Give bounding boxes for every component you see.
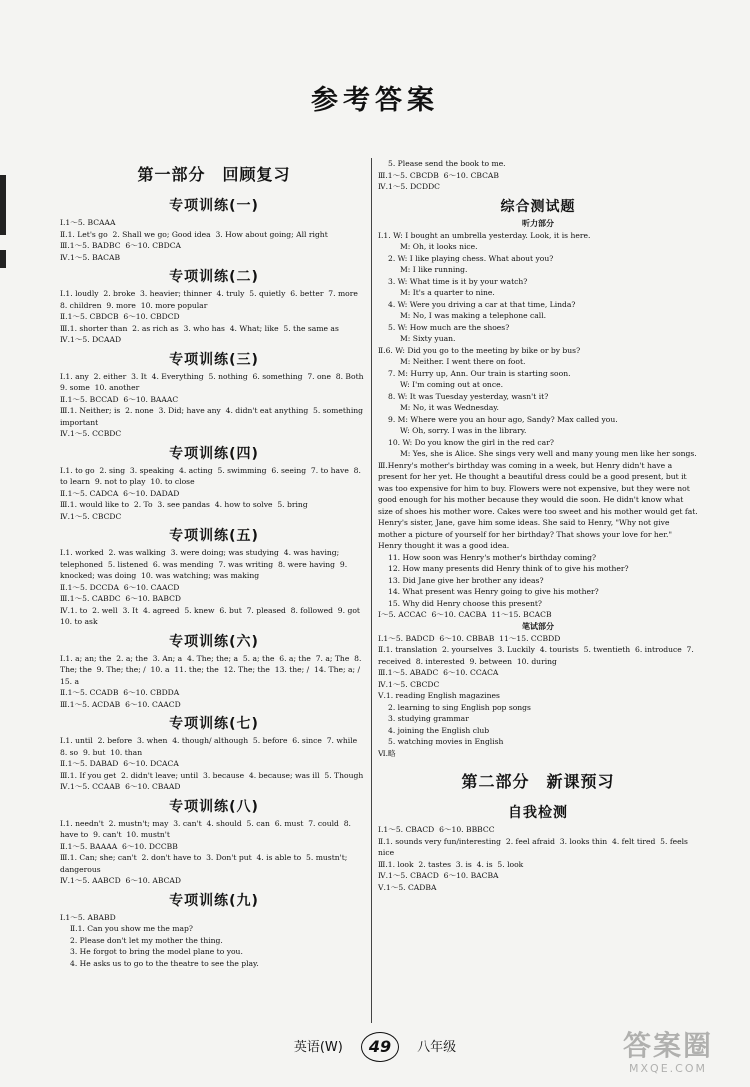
answer-line: Ⅳ.1～5. DCDDC xyxy=(378,182,440,191)
section-heading: 专项训练(五) xyxy=(169,528,259,544)
column-divider xyxy=(371,158,372,1023)
answer-line: 2. W: I like playing chess. What about you? xyxy=(388,253,554,263)
answer-line: Ⅱ.1～5. DCCDA 6～10. CAACD xyxy=(60,582,180,592)
section-heading: 专项训练(一) xyxy=(169,198,259,214)
left-column xyxy=(60,158,368,969)
answer-line: Ⅱ.1～5. DABAD 6～10. DCACA xyxy=(60,759,179,768)
answer-line: 11. How soon was Henry's mother's birthday coming? xyxy=(388,552,597,562)
self-check-lines xyxy=(378,824,698,893)
section-heading: 专项训练(六) xyxy=(169,633,259,650)
answer-line: M: Sixty yuan. xyxy=(400,334,456,343)
left-blocks xyxy=(60,195,368,969)
answer-line: W: I'm coming out at once. xyxy=(400,380,503,389)
page-edge-mark xyxy=(0,175,6,235)
answer-line: Ⅰ.1. until 2. before 3. when 4. though/ although 5. before 6. since 7. while 8. so 9. but 10. than xyxy=(60,736,362,757)
answer-line: M: No, I was making a telephone call. xyxy=(400,311,547,320)
answer-line: M: Oh, it looks nice. xyxy=(400,242,478,251)
answer-line: Ⅲ.1～5. ABADC 6～10. CCACA xyxy=(378,668,499,677)
answer-line: 3. He forgot to bring the model plane to you. xyxy=(70,947,243,956)
watermark-logo-text: 答案圈 xyxy=(622,1029,713,1062)
page-edge-mark xyxy=(0,250,6,268)
answer-line: Ⅳ.1～5. CCBDC xyxy=(60,429,122,438)
answer-line: Ⅰ.1. W: I bought an umbrella yesterday. Look, it is here. xyxy=(378,230,591,240)
listening-heading: 听力部分 xyxy=(522,218,554,228)
answer-line: Ⅱ.1. translation 2. yourselves 3. Luckily 4. tourists 5. twentieth 6. introduce 7. received 8. interested 9. between 10. during xyxy=(378,645,697,666)
answer-line: Ⅳ.1～5. CBACD 6～10. BACBA xyxy=(378,871,499,880)
footer-subject: 英语(W) xyxy=(293,1039,343,1055)
answer-line: Ⅰ.1. worked 2. was walking 3. were doing; was studying 4. was having; telephoned 5. listened 6. was mending 7. was writing 8. were having 9. knocked; was doing 10. was watching; was making xyxy=(60,548,350,580)
written-heading: 笔试部分 xyxy=(522,621,554,631)
answer-line: Ⅱ.1～5. BAAAA 6～10. DCCBB xyxy=(60,841,178,851)
answer-line: Ⅰ～5. ACCAC 6～10. CACBA 11～15. BCACB xyxy=(378,610,552,619)
answer-line: 8. W: It was Tuesday yesterday, wasn't it? xyxy=(388,391,549,401)
section-heading: 专项训练(八) xyxy=(169,798,259,815)
answer-line: Ⅰ.1. needn't 2. mustn't; may 3. can't 4. should 5. can 6. must 7. could 8. have to 9. can't 10. mustn't xyxy=(60,818,354,839)
answer-line: Ⅳ.1～5. BACAB xyxy=(60,252,121,262)
answer-line: Ⅳ.1～5. DCAAD xyxy=(60,335,122,344)
answer-line: Ⅰ.1. any 2. either 3. It 4. Everything 5. nothing 6. something 7. one 8. Both 9. some 10. another xyxy=(60,371,369,392)
answer-line: Ⅲ.1～5. CBCDB 6～10. CBCAB xyxy=(378,170,499,180)
answer-line: M: It's a quarter to nine. xyxy=(400,288,495,297)
written-lines xyxy=(378,633,698,760)
page-title: 参考答案 xyxy=(311,85,439,116)
answer-line: Ⅱ.1. Let's go 2. Shall we go; Good idea 3. How about going; All right xyxy=(60,229,328,239)
answer-line: 5. W: How much are the shoes? xyxy=(388,322,510,332)
answer-line: Ⅲ.Henry's mother's birthday was coming in a week, but Henry didn't have a present for her yet. He thought a beautiful dress could be a good present, but it was too expensive for him to buy. Flowers were not expensive, but they were not good enough for his mother because they would die soon. He didn't know what size of shoes his mother wore. Cakes were too sweet and his mother would get fat. Henry's sister, Jane, gave him some ideas. She said to Henry, "Why not give mother a picture of yourself for her birthday? That shows your love for her." Henry thought it was a good idea. xyxy=(378,460,701,550)
answer-line: M: Neither. I went there on foot. xyxy=(400,357,526,366)
answer-line: Ⅴ.1. reading English magazines xyxy=(378,691,500,700)
answer-line: 9. M: Where were you an hour ago, Sandy? Max called you. xyxy=(388,414,618,424)
answer-line: 2. learning to sing English pop songs xyxy=(388,702,531,712)
right-column xyxy=(378,158,701,893)
answer-line: Ⅱ.1. sounds very fun/interesting 2. feel afraid 3. looks thin 4. felt tired 5. feels nice xyxy=(378,836,691,857)
answer-line: Ⅲ.1. shorter than 2. as rich as 3. who has 4. What; like 5. the same as xyxy=(60,323,339,333)
section-heading: 专项训练(九) xyxy=(169,892,259,909)
page-number: 49 xyxy=(361,1032,399,1062)
answer-line: Ⅴ.1～5. CADBA xyxy=(378,882,437,892)
answer-line: 2. Please don't let my mother the thing. xyxy=(70,935,223,945)
answer-line: 14. What present was Henry going to give his mother? xyxy=(388,587,599,596)
answer-line: Ⅰ.1. a; an; the 2. a; the 3. An; a 4. The; the; a 5. a; the 6. a; the 7. a; The 8. The; the 9. The; the; / 10. a 11. the; the 12. The; the 13. the; / 14. The; a; / 15. a xyxy=(60,653,365,686)
answer-line: Ⅳ.1～5. CBCDC xyxy=(60,511,122,521)
answer-line: Ⅱ.1～5. CBDCB 6～10. CBDCD xyxy=(60,312,180,321)
answer-line: M: No, it was Wednesday. xyxy=(400,403,499,412)
answer-line: Ⅲ.1. If you get 2. didn't leave; until 3. because 4. because; was ill 5. Though xyxy=(60,770,364,780)
answer-line: Ⅲ.1. Can; she; can't 2. don't have to 3. Don't put 4. is able to 5. mustn't; dangerous xyxy=(60,853,350,874)
test-heading: 综合测试题 xyxy=(500,198,576,215)
answer-line: 15. Why did Henry choose this present? xyxy=(388,598,542,608)
part-one-title: 第一部分 回顾复习 xyxy=(137,165,291,184)
section-heading: 专项训练(三) xyxy=(169,351,259,368)
answer-line: Ⅱ.1. Can you show me the map? xyxy=(70,924,193,933)
answer-line: 4. He asks us to go to the theatre to see the play. xyxy=(70,958,259,968)
section-heading: 专项训练(四) xyxy=(169,445,259,462)
answer-line: Ⅱ.1～5. CADCA 6～10. DADAD xyxy=(60,488,180,498)
self-check-heading: 自我检测 xyxy=(508,805,568,821)
answer-line: Ⅳ.1～5. CBCDC xyxy=(378,679,440,689)
site-watermark xyxy=(598,1030,738,1082)
answer-line: Ⅱ.1～5. CCADB 6～10. CBDDA xyxy=(60,688,180,697)
answer-line: Ⅳ.1. to 2. well 3. It 4. agreed 5. knew 6. but 7. pleased 8. followed 9. got 10. to ask xyxy=(60,605,365,626)
answer-line: 5. watching movies in English xyxy=(388,737,504,746)
answer-line: Ⅲ.1～5. ACDAB 6～10. CAACD xyxy=(60,699,181,709)
answer-line: Ⅳ.1～5. AABCD 6～10. ABCAD xyxy=(60,876,182,885)
answer-line: Ⅰ.1～5. ABABD xyxy=(60,912,116,922)
answer-line: M: I like running. xyxy=(400,265,468,274)
answer-line: Ⅳ.1～5. CCAAB 6～10. CBAAD xyxy=(60,782,181,791)
listening-lines xyxy=(378,230,701,621)
answer-line: Ⅲ.1～5. BADBC 6～10. CBDCA xyxy=(60,241,182,250)
answer-line: Ⅱ.6. W: Did you go to the meeting by bike or by bus? xyxy=(378,345,581,355)
answer-line: 5. Please send the book to me. xyxy=(388,159,506,168)
answer-line: Ⅲ.1. Neither; is 2. none 3. Did; have any 4. didn't eat anything 5. something important xyxy=(60,406,366,427)
answer-line: Ⅰ.1～5. BADCD 6～10. CBBAB 11～15. CCBDD xyxy=(378,633,561,643)
footer-grade: 八年级 xyxy=(417,1039,457,1055)
section-heading: 专项训练(二) xyxy=(169,269,259,285)
watermark-url: MXQE.COM xyxy=(629,1062,707,1075)
answer-line: M: Yes, she is Alice. She sings very well and many young men like her songs. xyxy=(400,449,697,458)
answer-line: Ⅰ.1. loudly 2. broke 3. heavier; thinner 4. truly 5. quietly 6. better 7. more 8. children 9. more 10. more popular xyxy=(60,289,363,310)
answer-line: Ⅲ.1. would like to 2. To 3. see pandas 4. how to solve 5. bring xyxy=(60,500,308,509)
right-top-lines xyxy=(378,158,698,193)
answer-line: Ⅲ.1. look 2. tastes 3. is 4. is 5. look xyxy=(378,859,524,869)
answer-line: Ⅰ.1. to go 2. sing 3. speaking 4. acting 5. swimming 6. seeing 7. to have 8. to learn 9. not to play 10. to close xyxy=(60,465,364,486)
answer-line: Ⅵ.略 xyxy=(378,748,396,758)
section-heading: 专项训练(七) xyxy=(169,716,259,732)
answer-line: 3. W: What time is it by your watch? xyxy=(388,276,528,286)
part-two-title: 第二部分 新课预习 xyxy=(461,772,615,791)
answer-line: Ⅰ.1～5. BCAAA xyxy=(60,218,116,227)
answer-line: 10. W: Do you know the girl in the red car? xyxy=(388,437,554,447)
answer-line: 4. W: Were you driving a car at that time, Linda? xyxy=(388,299,576,309)
answer-line: Ⅰ.1～5. CBACD 6～10. BBBCC xyxy=(378,825,495,834)
answer-line: 7. M: Hurry up, Ann. Our train is starting soon. xyxy=(388,368,571,378)
answer-line: W: Oh, sorry. I was in the library. xyxy=(400,426,527,435)
answer-line: 4. joining the English club xyxy=(388,725,490,735)
answer-line: 13. Did Jane give her brother any ideas? xyxy=(388,575,544,585)
answer-line: Ⅱ.1～5. BCCAD 6～10. BAAAC xyxy=(60,394,179,404)
answer-line: Ⅲ.1～5. CABDC 6～10. BABCD xyxy=(60,594,182,603)
answer-line: 3. studying grammar xyxy=(388,714,469,723)
answer-line: 12. How many presents did Henry think of to give his mother? xyxy=(388,564,629,573)
